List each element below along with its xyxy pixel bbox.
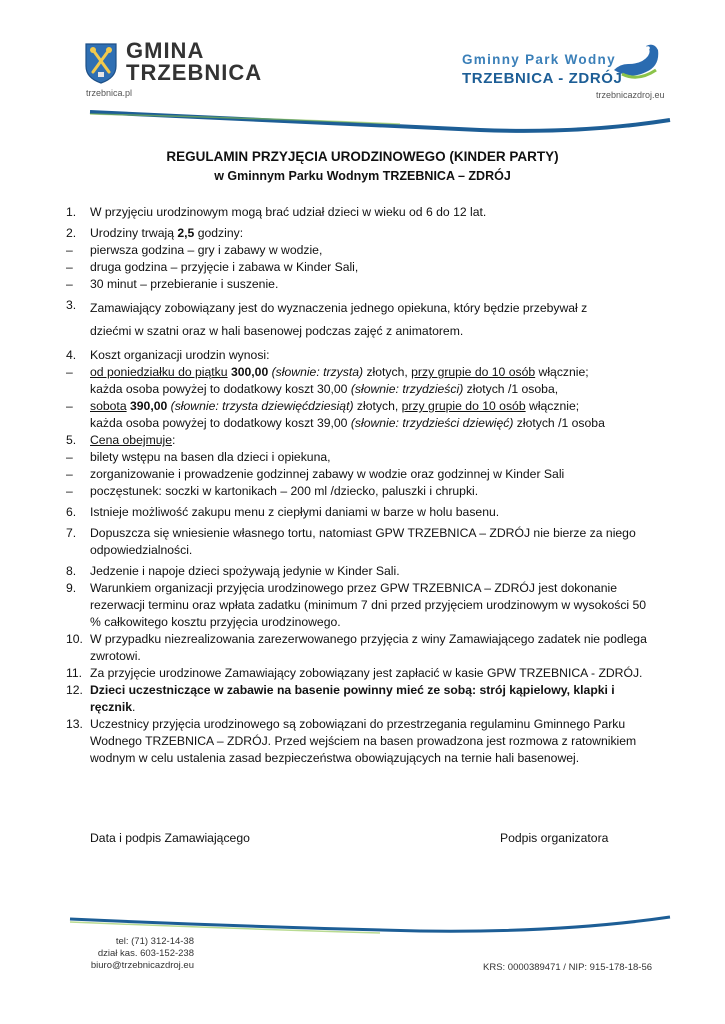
text-span: godziny: bbox=[194, 226, 244, 240]
price-words: (słownie: trzysta dziewięćdziesiąt) bbox=[170, 399, 354, 413]
text-span: Zamawiający zobowiązany jest do wyznaczenia jednego opiekuna, który będzie przebywał z bbox=[90, 301, 588, 315]
sub-item-text: druga godzina – przyjęcie i zabawa w Kinder Sali, bbox=[90, 260, 359, 274]
text-span: złotych /1 osoba bbox=[513, 416, 605, 430]
item-number: 4. bbox=[66, 348, 77, 362]
text-span: złotych, bbox=[363, 365, 412, 379]
sub-item bbox=[66, 364, 656, 398]
dash-bullet: – bbox=[66, 243, 73, 257]
item-text bbox=[90, 432, 656, 449]
item-text: Istnieje możliwość zakupu menu z ciepłymi daniami w barze w holu basenu. bbox=[90, 505, 500, 519]
site-url-left: trzebnica.pl bbox=[86, 88, 133, 98]
dash-bullet: – bbox=[66, 467, 73, 481]
registry-ids: KRS: 0000389471 / NIP: 915-178-18-56 bbox=[483, 962, 653, 973]
park-location-b: ÓJ bbox=[601, 70, 623, 87]
group-limit: przy grupie do 10 osób bbox=[401, 399, 526, 413]
sub-item-text: zorganizowanie i prowadzenie godzinnej zabawy w wodzie oraz godzinnej w Kinder Sali bbox=[90, 467, 565, 481]
list-item bbox=[66, 563, 656, 580]
item-number: 5. bbox=[66, 433, 77, 447]
item-number: 6. bbox=[66, 505, 77, 519]
price-includes-label: Cena obejmuje bbox=[90, 433, 172, 447]
sub-item bbox=[66, 466, 656, 483]
item-text: W przypadku niezrealizowania zarezerwowanego przyjęcia z winy Zamawiającego zadatek nie podlega zwrotowi. bbox=[90, 632, 647, 663]
item-number: 1. bbox=[66, 205, 77, 219]
item-number: 2. bbox=[66, 226, 77, 240]
sub-item bbox=[66, 449, 656, 466]
item-number: 10. bbox=[66, 632, 83, 646]
dash-bullet: – bbox=[66, 450, 73, 464]
gmina-line2: TRZEBNICA bbox=[126, 60, 263, 85]
list-item bbox=[66, 525, 656, 559]
customer-signature-label: Data i podpis Zamawiającego bbox=[90, 831, 250, 845]
dash-bullet: – bbox=[66, 277, 73, 291]
park-logo bbox=[462, 40, 662, 90]
contact-info bbox=[84, 936, 194, 972]
text-span: każda osoba powyżej to dodatkowy koszt 30,00 bbox=[90, 382, 351, 396]
item-number: 13. bbox=[66, 717, 83, 731]
sub-item bbox=[66, 276, 656, 293]
item-text bbox=[90, 225, 656, 242]
sub-item-text: poczęstunek: soczki w kartonikach – 200 ml /dziecko, paluszki i chrupki. bbox=[90, 484, 479, 498]
weekday-price: 300,00 bbox=[230, 365, 269, 379]
group-limit: przy grupie do 10 osób bbox=[411, 365, 536, 379]
gmina-wordmark bbox=[126, 40, 262, 84]
item-text: Dopuszcza się wniesienie własnego tortu, natomiast GPW TRZEBNICA – ZDRÓJ nie bierze za niego odpowiedzialności. bbox=[90, 526, 636, 557]
price-words: (słownie: trzysta) bbox=[271, 365, 364, 379]
list-item bbox=[66, 204, 656, 221]
item-text: W przyjęciu urodzinowym mogą brać udział dzieci w wieku od 6 do 12 lat. bbox=[90, 205, 487, 219]
duration-value: 2,5 bbox=[177, 226, 195, 240]
document-subtitle: w Gminnym Parku Wodnym TRZEBNICA – ZDRÓJ bbox=[214, 169, 511, 183]
organizer-signature-label: Podpis organizatora bbox=[500, 831, 609, 845]
item-text bbox=[90, 682, 656, 716]
sub-item bbox=[66, 483, 656, 500]
saturday-label: sobota bbox=[90, 399, 127, 413]
text-span: dziećmi w szatni oraz w hali basenowej podczas zajęć z animatorem. bbox=[90, 324, 464, 338]
price-words: (słownie: trzydzieści dziewięć) bbox=[350, 416, 514, 430]
document-title: REGULAMIN PRZYJĘCIA URODZINOWEGO (KINDER PARTY) bbox=[166, 149, 559, 164]
phone: tel: (71) 312-14-38 bbox=[115, 936, 194, 947]
list-item bbox=[66, 716, 656, 767]
list-item bbox=[66, 432, 656, 449]
text-span: złotych /1 osoba, bbox=[463, 382, 559, 396]
sub-item bbox=[66, 242, 656, 259]
text-span: złotych, bbox=[353, 399, 402, 413]
sub-item-text: pierwsza godzina – gry i zabawy w wodzie, bbox=[90, 243, 323, 257]
item-text: Jedzenie i napoje dzieci spożywają jedynie w Kinder Sali. bbox=[90, 564, 400, 578]
dash-bullet: – bbox=[66, 399, 73, 413]
coat-of-arms-icon bbox=[84, 42, 118, 84]
sub-item-text bbox=[90, 364, 656, 398]
item-number: 12. bbox=[66, 683, 83, 697]
site-url-right: trzebnicazdroj.eu bbox=[596, 90, 665, 100]
saturday-price: 390,00 bbox=[129, 399, 168, 413]
item-number: 11. bbox=[66, 666, 83, 680]
sub-item bbox=[66, 398, 656, 432]
sub-item-text: bilety wstępu na basen dla dzieci i opiekuna, bbox=[90, 450, 331, 464]
text-span: : bbox=[171, 433, 176, 447]
text-span: każda osoba powyżej to dodatkowy koszt 39,00 bbox=[90, 416, 351, 430]
price-words: (słownie: trzydzieści) bbox=[350, 382, 464, 396]
text-span: . bbox=[132, 700, 136, 714]
item-number: 9. bbox=[66, 581, 77, 595]
sub-item-text: 30 minut – przebieranie i suszenie. bbox=[90, 277, 279, 291]
dash-bullet: – bbox=[66, 484, 73, 498]
email: biuro@trzebnicazdroj.eu bbox=[90, 960, 194, 971]
park-name: Gminny Park Wodny bbox=[462, 52, 616, 67]
text-span: włącznie; bbox=[525, 399, 580, 413]
dash-bullet: – bbox=[66, 260, 73, 274]
text-span: Urodziny trwają bbox=[90, 226, 178, 240]
park-location bbox=[462, 70, 622, 87]
regulation-body bbox=[66, 204, 656, 767]
sub-item bbox=[66, 259, 656, 276]
weekday-label: od poniedziałku do piątku bbox=[90, 365, 228, 379]
item-number: 7. bbox=[66, 526, 77, 540]
list-item bbox=[66, 297, 656, 343]
text-span: włącznie; bbox=[535, 365, 589, 379]
item-text: Za przyjęcie urodzinowe Zamawiający zobowiązany jest zapłacić w kasie GPW TRZEBNICA - ZDRÓJ. bbox=[90, 666, 643, 680]
item-text: Warunkiem organizacji przyjęcia urodzinowego przez GPW TRZEBNICA – ZDRÓJ jest dokonanie rezerwacji terminu oraz wpłata zadatku (minimum 7 dni przed przyjęciem urodzinowym w wysokości 50 % całkowitego kosztu przyjęcia urodzinowego. bbox=[90, 581, 647, 629]
list-item bbox=[66, 682, 656, 716]
list-item bbox=[66, 504, 656, 521]
list-item bbox=[66, 631, 656, 665]
item-text: Uczestnicy przyjęcia urodzinowego są zobowiązani do przestrzegania regulaminu Gminnego Parku Wodnego TRZEBNICA – ZDRÓJ. Przed wejściem na basen prowadzona jest rozmowa z ratownikiem wodnym w celu ustalenia zasad bezpieczeństwa obowiązujących na ternie hali basenowej. bbox=[90, 717, 637, 765]
list-item bbox=[66, 580, 656, 631]
sub-item-text bbox=[90, 398, 656, 432]
item-text bbox=[90, 297, 656, 343]
header-wave-divider bbox=[0, 100, 725, 140]
park-location-a: TRZEBNICA - ZDR bbox=[462, 70, 602, 87]
dash-bullet: – bbox=[66, 365, 73, 379]
gmina-line1: GMINA bbox=[126, 38, 205, 63]
item-number: 3. bbox=[66, 298, 77, 312]
item-number: 8. bbox=[66, 564, 77, 578]
item-text: Koszt organizacji urodzin wynosi: bbox=[90, 348, 270, 362]
list-item bbox=[66, 665, 656, 682]
required-items-note: Dzieci uczestniczące w zabawie na basenie powinny mieć ze sobą: strój kąpielowy, klapki i ręcznik bbox=[90, 683, 615, 714]
list-item bbox=[66, 225, 656, 242]
list-item bbox=[66, 347, 656, 364]
cashier-phone: dział kas. 603-152-238 bbox=[97, 948, 194, 959]
